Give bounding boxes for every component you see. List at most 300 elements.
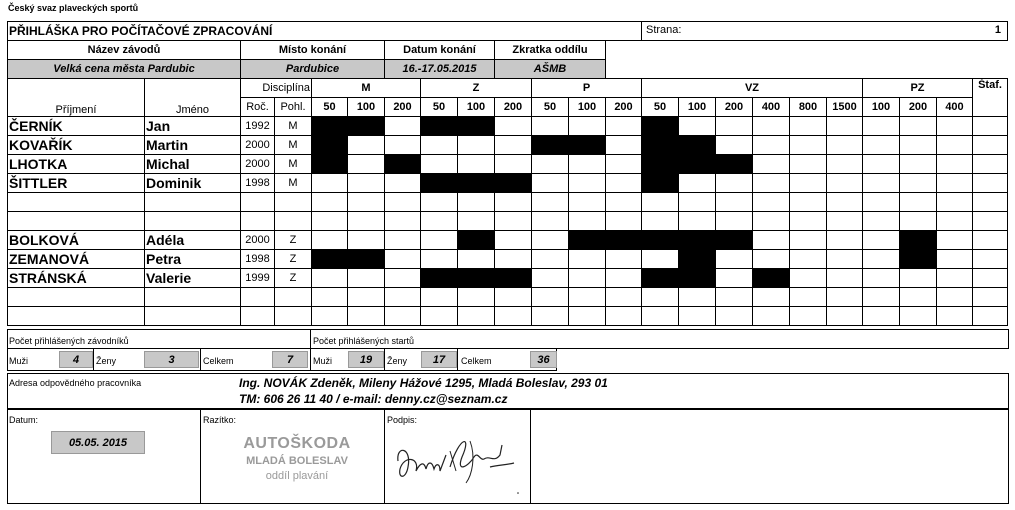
entry-mark-empty <box>973 250 1008 269</box>
entry-mark-empty <box>790 307 827 326</box>
entry-mark-empty <box>790 193 827 212</box>
entry-mark-empty <box>458 212 495 231</box>
entry-mark-empty <box>312 174 348 193</box>
entry-mark-empty <box>790 212 827 231</box>
entry-mark-empty <box>495 288 532 307</box>
entry-mark-empty <box>900 307 937 326</box>
entry-mark-empty <box>863 174 900 193</box>
entry-mark-empty <box>532 250 569 269</box>
entry-mark-empty <box>421 136 458 155</box>
entry-mark-empty <box>679 193 716 212</box>
entry-mark-empty <box>348 193 385 212</box>
entry-mark-filled <box>312 136 348 155</box>
swimmer-sex <box>275 288 312 307</box>
starts-men-label: Muži <box>313 356 333 366</box>
entry-mark-empty <box>348 269 385 288</box>
swimmer-year: 1998 <box>241 250 275 269</box>
swimmer-firstname: Martin <box>145 136 241 155</box>
entry-mark-empty <box>606 250 642 269</box>
entry-mark-filled <box>642 155 679 174</box>
discipline-group-3: VZ <box>642 79 863 98</box>
distance-header: 200 <box>385 98 421 117</box>
entry-mark-empty <box>421 155 458 174</box>
swimmer-row <box>8 117 1008 136</box>
entry-mark-empty <box>716 136 753 155</box>
swimmer-year <box>241 193 275 212</box>
swimmer-row <box>8 269 1008 288</box>
swimmer-row <box>8 193 1008 212</box>
swimmer-sex: M <box>275 174 312 193</box>
entry-mark-filled <box>569 136 606 155</box>
entry-mark-empty <box>900 212 937 231</box>
entry-mark-empty <box>679 307 716 326</box>
divider <box>384 348 385 371</box>
entry-mark-filled <box>312 250 348 269</box>
entry-mark-empty <box>937 250 973 269</box>
entry-mark-empty <box>900 193 937 212</box>
entry-mark-empty <box>790 155 827 174</box>
entry-mark-empty <box>973 155 1008 174</box>
swimmer-firstname: Michal <box>145 155 241 174</box>
entry-mark-empty <box>569 250 606 269</box>
entry-mark-empty <box>753 250 790 269</box>
event-name-label: Název závodů <box>8 41 241 60</box>
swimmer-firstname <box>145 288 241 307</box>
swimmer-surname: KOVAŘÍK <box>8 136 145 155</box>
entry-mark-empty <box>937 269 973 288</box>
entry-mark-filled <box>642 231 679 250</box>
entry-mark-filled <box>385 155 421 174</box>
entry-mark-empty <box>827 193 863 212</box>
entry-mark-empty <box>827 307 863 326</box>
entry-mark-empty <box>606 288 642 307</box>
entry-mark-empty <box>753 231 790 250</box>
swimmer-row <box>8 250 1008 269</box>
entry-mark-empty <box>642 193 679 212</box>
swimmer-year: 2000 <box>241 231 275 250</box>
stamp-line1: AUTOŠKODA <box>243 435 351 452</box>
entry-mark-empty <box>937 155 973 174</box>
swimmer-row <box>8 288 1008 307</box>
contact-label: Adresa odpovědného pracovníka <box>9 378 142 388</box>
swimmer-firstname <box>145 193 241 212</box>
starts-women-value: 17 <box>421 351 457 368</box>
entry-mark-empty <box>532 174 569 193</box>
entry-mark-empty <box>790 269 827 288</box>
entry-mark-empty <box>827 288 863 307</box>
swimmer-firstname: Jan <box>145 117 241 136</box>
date-label: Datum: <box>9 415 39 425</box>
distance-header: 100 <box>348 98 385 117</box>
entry-mark-empty <box>312 231 348 250</box>
entry-mark-empty <box>532 269 569 288</box>
entry-mark-empty <box>569 212 606 231</box>
entry-mark-filled <box>495 174 532 193</box>
entry-mark-empty <box>348 288 385 307</box>
distance-header: 200 <box>495 98 532 117</box>
distance-header: 50 <box>642 98 679 117</box>
competitors-women-value: 3 <box>144 351 199 368</box>
swimmer-year: 2000 <box>241 136 275 155</box>
entry-mark-empty <box>973 136 1008 155</box>
entry-mark-empty <box>348 155 385 174</box>
entry-mark-empty <box>312 193 348 212</box>
swimmer-sex: Z <box>275 269 312 288</box>
competitors-total-label: Celkem <box>203 356 234 366</box>
entry-mark-empty <box>532 288 569 307</box>
swimmer-row <box>8 174 1008 193</box>
entry-mark-empty <box>642 250 679 269</box>
signature-image <box>390 427 525 497</box>
firstname-header: Jméno <box>145 79 241 117</box>
entry-mark-empty <box>421 307 458 326</box>
entry-mark-empty <box>458 250 495 269</box>
entry-form-table <box>7 21 1008 326</box>
swimmer-surname: ZEMANOVÁ <box>8 250 145 269</box>
distance-header: 1500 <box>827 98 863 117</box>
entry-mark-empty <box>569 269 606 288</box>
entry-mark-empty <box>900 155 937 174</box>
entry-mark-empty <box>973 174 1008 193</box>
entry-mark-empty <box>606 269 642 288</box>
entry-mark-empty <box>679 174 716 193</box>
competitors-count-label: Počet přihlášených závodníků <box>9 336 129 346</box>
entry-mark-filled <box>679 231 716 250</box>
distance-header: 50 <box>421 98 458 117</box>
entry-mark-empty <box>606 136 642 155</box>
competitors-women-label: Ženy <box>96 356 117 366</box>
swimmer-firstname <box>145 212 241 231</box>
swimmer-sex <box>275 307 312 326</box>
entry-mark-empty <box>569 288 606 307</box>
discipline-group-4: PZ <box>863 79 973 98</box>
entry-mark-filled <box>679 155 716 174</box>
entry-mark-empty <box>716 288 753 307</box>
entry-mark-empty <box>716 174 753 193</box>
entry-mark-empty <box>569 174 606 193</box>
swimmer-sex: Z <box>275 231 312 250</box>
contact-address: Ing. NOVÁK Zdeněk, Mileny Hážové 1295, Mladá Boleslav, 293 01 <box>239 376 608 390</box>
entry-mark-empty <box>385 117 421 136</box>
distance-header: 50 <box>312 98 348 117</box>
distance-header: 50 <box>532 98 569 117</box>
entry-mark-empty <box>421 193 458 212</box>
entry-mark-empty <box>348 136 385 155</box>
swimmer-firstname: Adéla <box>145 231 241 250</box>
entry-mark-empty <box>790 231 827 250</box>
swimmer-firstname: Petra <box>145 250 241 269</box>
entry-mark-empty <box>753 307 790 326</box>
entry-mark-empty <box>679 288 716 307</box>
entry-mark-empty <box>385 231 421 250</box>
event-name-value: Velká cena města Pardubic <box>8 60 241 79</box>
entry-mark-empty <box>863 231 900 250</box>
starts-total-label: Celkem <box>461 356 492 366</box>
distance-header: 400 <box>937 98 973 117</box>
entry-mark-empty <box>385 193 421 212</box>
entry-mark-empty <box>312 307 348 326</box>
swimmer-year: 1999 <box>241 269 275 288</box>
entry-mark-empty <box>421 212 458 231</box>
entry-mark-filled <box>421 117 458 136</box>
entry-mark-filled <box>312 117 348 136</box>
swimmer-surname: BOLKOVÁ <box>8 231 145 250</box>
entry-mark-empty <box>716 250 753 269</box>
form-title: PŘIHLÁŠKA PRO POČÍTAČOVÉ ZPRACOVÁNÍ <box>8 22 642 41</box>
entry-mark-empty <box>312 212 348 231</box>
signature-label: Podpis: <box>387 415 418 425</box>
entry-mark-empty <box>606 117 642 136</box>
entry-mark-empty <box>458 155 495 174</box>
entry-mark-filled <box>716 231 753 250</box>
entry-mark-filled <box>679 136 716 155</box>
entry-mark-empty <box>312 288 348 307</box>
entry-mark-filled <box>312 155 348 174</box>
swimmer-row <box>8 307 1008 326</box>
entry-mark-empty <box>827 231 863 250</box>
entry-mark-filled <box>421 174 458 193</box>
header-blank <box>606 41 1008 79</box>
entry-mark-empty <box>973 117 1008 136</box>
divider <box>200 348 201 371</box>
swimmer-sex: M <box>275 117 312 136</box>
stamp-line3: oddíl plavání <box>265 470 329 482</box>
entry-mark-empty <box>385 288 421 307</box>
entry-mark-empty <box>937 307 973 326</box>
entry-mark-filled <box>421 269 458 288</box>
entry-mark-filled <box>642 136 679 155</box>
entry-mark-empty <box>900 174 937 193</box>
entry-mark-empty <box>863 117 900 136</box>
divider <box>93 348 94 371</box>
swimmer-sex: M <box>275 136 312 155</box>
entry-mark-empty <box>495 136 532 155</box>
swimmer-surname: ČERNÍK <box>8 117 145 136</box>
entry-mark-filled <box>900 250 937 269</box>
event-date-value: 16.-17.05.2015 <box>385 60 495 79</box>
swimmer-year: 1992 <box>241 117 275 136</box>
entry-mark-empty <box>569 155 606 174</box>
entry-mark-empty <box>973 288 1008 307</box>
discipline-group-0: M <box>312 79 421 98</box>
entry-mark-empty <box>863 136 900 155</box>
entry-mark-empty <box>385 212 421 231</box>
entry-mark-empty <box>606 193 642 212</box>
entry-mark-empty <box>532 212 569 231</box>
page-cell <box>642 22 1008 41</box>
entry-mark-empty <box>827 269 863 288</box>
entry-mark-empty <box>569 117 606 136</box>
entry-mark-empty <box>863 307 900 326</box>
entry-mark-empty <box>421 288 458 307</box>
entry-mark-empty <box>900 269 937 288</box>
entry-mark-empty <box>348 231 385 250</box>
swimmer-sex: Z <box>275 250 312 269</box>
entry-mark-filled <box>900 231 937 250</box>
entry-mark-empty <box>679 117 716 136</box>
entry-mark-empty <box>863 155 900 174</box>
entry-mark-empty <box>606 174 642 193</box>
page-label: Strana: <box>646 24 682 36</box>
entry-mark-empty <box>753 212 790 231</box>
event-place-label: Místo konání <box>241 41 385 60</box>
organization-name: Český svaz plaveckých sportů <box>8 3 139 13</box>
entry-mark-empty <box>753 193 790 212</box>
entry-mark-empty <box>937 193 973 212</box>
entry-mark-empty <box>495 231 532 250</box>
entry-mark-empty <box>827 250 863 269</box>
entry-mark-empty <box>937 231 973 250</box>
distance-header: 100 <box>569 98 606 117</box>
swimmer-sex: M <box>275 155 312 174</box>
entry-mark-empty <box>790 174 827 193</box>
entry-mark-empty <box>863 288 900 307</box>
swimmer-row <box>8 231 1008 250</box>
swimmer-firstname: Valerie <box>145 269 241 288</box>
swimmer-surname: LHOTKA <box>8 155 145 174</box>
entry-mark-empty <box>790 288 827 307</box>
divider <box>384 409 385 504</box>
entry-mark-empty <box>716 212 753 231</box>
entry-mark-empty <box>973 231 1008 250</box>
competitors-men-label: Muži <box>9 356 29 366</box>
entry-mark-empty <box>348 212 385 231</box>
entry-mark-empty <box>973 212 1008 231</box>
swimmer-surname: ŠITTLER <box>8 174 145 193</box>
year-header: Roč. <box>241 98 275 117</box>
entry-mark-filled <box>716 155 753 174</box>
starts-count-label: Počet přihlášených startů <box>313 336 415 346</box>
distance-header: 800 <box>790 98 827 117</box>
swimmer-firstname <box>145 307 241 326</box>
entry-mark-empty <box>937 212 973 231</box>
page-number: 1 <box>994 24 1001 36</box>
entry-mark-empty <box>790 136 827 155</box>
distance-header: 400 <box>753 98 790 117</box>
competitors-men-value: 4 <box>59 351 93 368</box>
entry-mark-empty <box>642 307 679 326</box>
entry-mark-empty <box>827 174 863 193</box>
entry-mark-empty <box>495 193 532 212</box>
starts-women-label: Ženy <box>387 356 408 366</box>
entry-mark-filled <box>753 269 790 288</box>
summary-section <box>7 329 1010 504</box>
swimmer-year <box>241 307 275 326</box>
entry-mark-filled <box>569 231 606 250</box>
entry-mark-empty <box>863 193 900 212</box>
entry-mark-empty <box>827 212 863 231</box>
discipline-header: Disciplína <box>241 79 312 98</box>
entry-mark-empty <box>973 193 1008 212</box>
entry-mark-empty <box>790 117 827 136</box>
sex-header: Pohl. <box>275 98 312 117</box>
swimmer-year <box>241 212 275 231</box>
entry-mark-filled <box>458 269 495 288</box>
entry-mark-filled <box>606 231 642 250</box>
swimmer-row <box>8 136 1008 155</box>
swimmer-sex <box>275 212 312 231</box>
stamp-line2: MLADÁ BOLESLAV <box>246 455 348 467</box>
date-value: 05.05. 2015 <box>51 431 145 454</box>
swimmer-surname <box>8 193 145 212</box>
swimmer-firstname: Dominik <box>145 174 241 193</box>
entry-mark-empty <box>385 250 421 269</box>
club-value: AŠMB <box>495 60 606 79</box>
entry-mark-filled <box>348 250 385 269</box>
swimmer-surname <box>8 212 145 231</box>
competitors-total-value: 7 <box>272 351 308 368</box>
entry-mark-filled <box>679 269 716 288</box>
surname-header: Příjmení <box>8 79 145 117</box>
divider <box>457 348 458 371</box>
swimmer-surname: STRÁNSKÁ <box>8 269 145 288</box>
event-place-value: Pardubice <box>241 60 385 79</box>
entry-mark-empty <box>495 307 532 326</box>
entry-mark-empty <box>495 117 532 136</box>
club-label: Zkratka oddílu <box>495 41 606 60</box>
entry-mark-empty <box>532 117 569 136</box>
entry-mark-empty <box>937 174 973 193</box>
entry-mark-empty <box>532 155 569 174</box>
entry-mark-filled <box>642 174 679 193</box>
distance-header: 200 <box>900 98 937 117</box>
entry-mark-empty <box>642 288 679 307</box>
swimmer-year <box>241 288 275 307</box>
entry-mark-filled <box>495 269 532 288</box>
relay-header: Štaf. <box>973 79 1008 117</box>
entry-mark-empty <box>900 288 937 307</box>
entry-mark-empty <box>973 269 1008 288</box>
entry-mark-empty <box>458 136 495 155</box>
entry-mark-empty <box>606 307 642 326</box>
entry-mark-empty <box>458 307 495 326</box>
entry-mark-empty <box>716 269 753 288</box>
entry-mark-empty <box>569 307 606 326</box>
event-date-label: Datum konání <box>385 41 495 60</box>
entry-mark-empty <box>900 136 937 155</box>
starts-total-value: 36 <box>530 351 557 368</box>
entry-mark-empty <box>495 212 532 231</box>
entry-mark-empty <box>716 307 753 326</box>
discipline-group-2: P <box>532 79 642 98</box>
entry-mark-empty <box>532 307 569 326</box>
entry-mark-empty <box>606 155 642 174</box>
divider <box>530 409 531 504</box>
entry-mark-empty <box>679 212 716 231</box>
entry-mark-empty <box>973 307 1008 326</box>
swimmer-sex <box>275 193 312 212</box>
swimmer-row <box>8 155 1008 174</box>
entry-mark-empty <box>312 269 348 288</box>
entry-mark-empty <box>937 288 973 307</box>
swimmer-surname <box>8 307 145 326</box>
distance-header: 200 <box>716 98 753 117</box>
entry-mark-empty <box>716 193 753 212</box>
entry-mark-empty <box>937 136 973 155</box>
entry-mark-empty <box>495 155 532 174</box>
entry-mark-empty <box>458 288 495 307</box>
entry-mark-empty <box>753 136 790 155</box>
entry-mark-empty <box>753 155 790 174</box>
entry-mark-empty <box>385 307 421 326</box>
entry-mark-empty <box>827 117 863 136</box>
distance-header: 200 <box>606 98 642 117</box>
entry-mark-empty <box>863 250 900 269</box>
contact-phone-email: TM: 606 26 11 40 / e-mail: denny.cz@seznam.cz <box>239 392 508 406</box>
entry-mark-empty <box>532 193 569 212</box>
entry-mark-empty <box>863 212 900 231</box>
entry-mark-empty <box>827 155 863 174</box>
